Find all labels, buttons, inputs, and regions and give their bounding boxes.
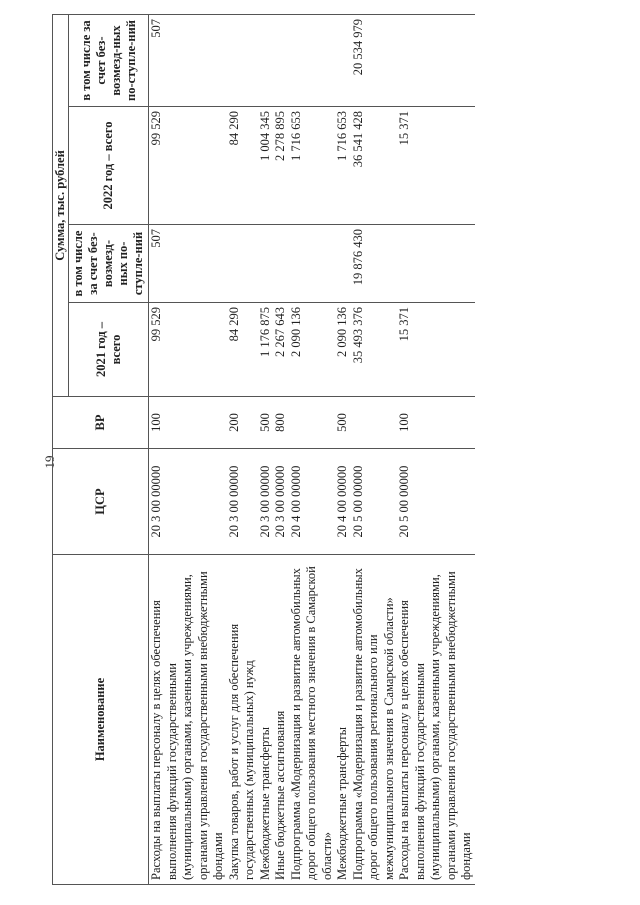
row-vr: 100 — [397, 397, 475, 449]
row-2022-total: 84 290 — [227, 107, 258, 225]
row-2021-free: 19 876 430 — [351, 225, 398, 303]
header-2022-free: в том числе за счет без-возмезд-ных по-ступле-ний — [69, 14, 149, 106]
row-2021-free — [397, 225, 475, 303]
row-name: Расходы на выплаты персоналу в целях обеспечения выполнения функций государственными (муниципальными) органами, казенными учреждениями, органами управления государственными внебюджетными фондами — [397, 555, 475, 885]
row-csr: 20 3 00 00000 — [273, 449, 289, 555]
row-vr: 100 — [149, 397, 227, 449]
row-csr: 20 5 00 00000 — [397, 449, 475, 555]
table-row — [273, 14, 289, 884]
row-2022-total: 15 371 — [397, 107, 475, 225]
table-row — [335, 14, 351, 884]
row-vr — [289, 397, 336, 449]
row-2021-free: 507 — [149, 225, 227, 303]
row-2022-total: 1 004 345 — [258, 107, 274, 225]
header-2022-total: 2022 год – всего — [69, 107, 149, 225]
row-2022-total: 1 716 653 — [335, 107, 351, 225]
page-number: 19 — [42, 455, 57, 469]
row-2021-total: 84 290 — [227, 303, 258, 397]
header-2021-total: 2021 год – всего — [69, 303, 149, 397]
row-2022-free: 20 534 979 — [351, 14, 398, 106]
row-2022-free: 507 — [149, 14, 227, 106]
row-vr: 500 — [258, 397, 274, 449]
table-row — [258, 14, 274, 884]
header-2021-free: в том числе за счет без-возмезд-ных по-ступле-ний — [69, 225, 149, 303]
row-vr: 800 — [273, 397, 289, 449]
row-name: Подпрограмма «Модернизация и развитие автомобильных дорог общего пользования регионального или межмуниципального значения в Самарской области» — [351, 555, 398, 885]
row-csr: 20 4 00 00000 — [289, 449, 336, 555]
budget-table — [52, 14, 475, 885]
table-row — [227, 14, 258, 884]
header-csr: ЦСР — [53, 449, 149, 555]
row-name: Расходы на выплаты персоналу в целях обеспечения выполнения функций государственными (муниципальными) органами, казенными учреждениями, органами управления государственными внебюджетными фондами — [149, 555, 227, 885]
row-2021-free — [273, 225, 289, 303]
table-row — [289, 14, 336, 884]
row-csr: 20 3 00 00000 — [258, 449, 274, 555]
rotated-page — [52, 15, 597, 885]
row-csr: 20 3 00 00000 — [227, 449, 258, 555]
table-row — [351, 14, 398, 884]
row-name: Межбюджетные трансферты — [335, 555, 351, 885]
row-2022-free — [289, 14, 336, 106]
row-2022-free — [273, 14, 289, 106]
header-vr: ВР — [53, 397, 149, 449]
row-name: Межбюджетные трансферты — [258, 555, 274, 885]
row-name: Подпрограмма «Модернизация и развитие автомобильных дорог общего пользования местного значения в Самарской области» — [289, 555, 336, 885]
row-2021-free — [335, 225, 351, 303]
row-2021-total: 99 529 — [149, 303, 227, 397]
row-vr: 500 — [335, 397, 351, 449]
row-2021-total: 2 090 136 — [289, 303, 336, 397]
row-2021-total: 15 371 — [397, 303, 475, 397]
row-2022-free — [397, 14, 475, 106]
row-2021-free — [258, 225, 274, 303]
table-row — [397, 14, 475, 884]
row-2021-free — [289, 225, 336, 303]
row-2022-total: 36 541 428 — [351, 107, 398, 225]
row-vr: 200 — [227, 397, 258, 449]
row-csr: 20 3 00 00000 — [149, 449, 227, 555]
row-2022-free — [227, 14, 258, 106]
row-csr: 20 5 00 00000 — [351, 449, 398, 555]
header-sum-group: Сумма, тыс. рублей — [53, 14, 69, 396]
row-2021-total: 1 176 875 — [258, 303, 274, 397]
row-2021-free — [227, 225, 258, 303]
row-2022-free — [335, 14, 351, 106]
row-2022-total: 1 716 653 — [289, 107, 336, 225]
row-csr: 20 4 00 00000 — [335, 449, 351, 555]
header-name: Наименование — [53, 555, 149, 885]
row-vr — [351, 397, 398, 449]
row-2021-total: 35 493 376 — [351, 303, 398, 397]
row-name: Иные бюджетные ассигнования — [273, 555, 289, 885]
row-2022-free — [258, 14, 274, 106]
row-name: Закупка товаров, работ и услуг для обеспечения государственных (муниципальных) нужд — [227, 555, 258, 885]
row-2021-total: 2 267 643 — [273, 303, 289, 397]
row-2021-total: 2 090 136 — [335, 303, 351, 397]
row-2022-total: 99 529 — [149, 107, 227, 225]
table-row — [149, 14, 227, 884]
row-2022-total: 2 278 895 — [273, 107, 289, 225]
